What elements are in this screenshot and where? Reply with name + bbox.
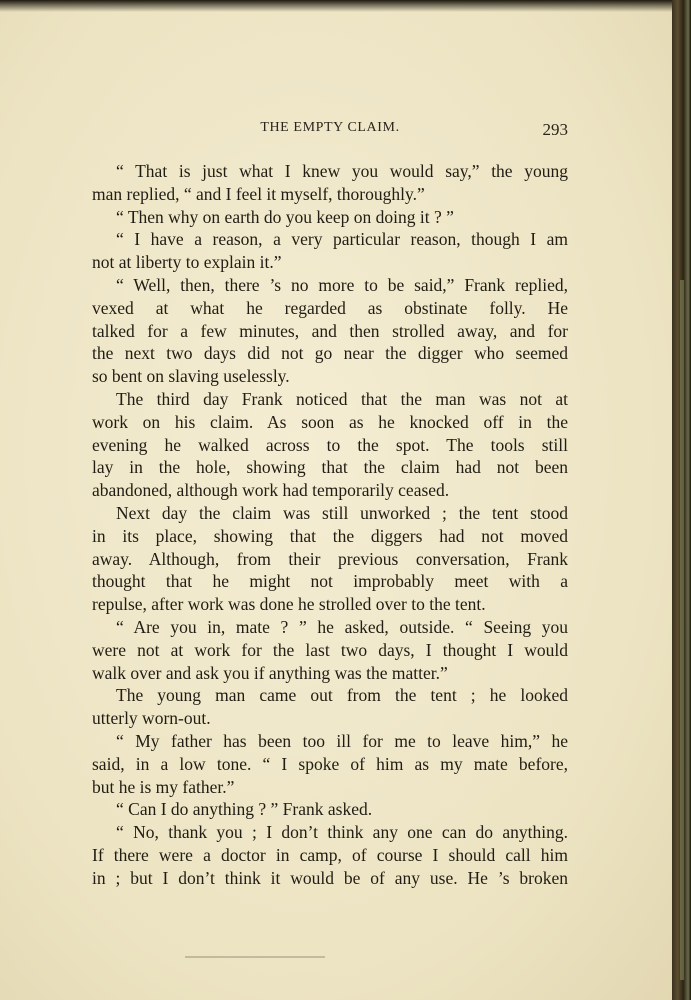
text-line: repulse, after work was done he strolled over to the tent. (92, 594, 486, 615)
text-line: “ Can I do anything ? ” Frank asked. (116, 799, 373, 820)
text-line: The third day Frank noticed that the man was not at (116, 388, 568, 409)
text-line: walk over and ask you if anything was the matter.” (92, 662, 448, 683)
text-line: utterly worn-out. (92, 708, 211, 729)
text-line: said, in a low tone. “ I spoke of him as my mate before, (92, 753, 568, 774)
text-line: Next day the claim was still unworked ; the tent stood (116, 502, 568, 523)
text-line: “ Well, then, there ’s no more to be said,” Frank replied, (116, 274, 568, 295)
text-line: so bent on slaving uselessly. (92, 366, 290, 387)
text-line: talked for a few minutes, and then strolled away, and for (92, 320, 568, 341)
text-line: “ Are you in, mate ? ” he asked, outside. “ Seeing you (116, 616, 568, 637)
text-line: but he is my father.” (92, 776, 235, 797)
text-line: “ I have a reason, a very particular reason, though I am (116, 229, 568, 250)
text-line: “ That is just what I knew you would say,” the young (116, 161, 568, 181)
text-line: work on his claim. As soon as he knocked off in the (92, 411, 568, 432)
text-line: in ; but I don’t think it would be of any use. He ’s broken (92, 867, 568, 888)
text-line: “ No, thank you ; I don’t think any one can do anything. (116, 822, 568, 843)
text-line: man replied, “ and I feel it myself, thoroughly.” (92, 183, 425, 204)
bottom-smudge (185, 956, 325, 958)
text-line: The young man came out from the tent ; he looked (116, 685, 568, 706)
text-line: abandoned, although work had temporarily ceased. (92, 480, 450, 501)
text-line: vexed at what he regarded as obstinate folly. He (92, 297, 568, 318)
page-number: 293 (542, 120, 568, 139)
text-line: were not at work for the last two days, I thought I would (92, 639, 568, 660)
body-text (92, 160, 568, 890)
text-line: “ My father has been too ill for me to leave him,” he (116, 730, 568, 751)
text-line: “ Then why on earth do you keep on doing it ? ” (116, 206, 454, 227)
text-line: not at liberty to explain it.” (92, 252, 282, 273)
page-top-shadow (0, 0, 672, 12)
running-head: THE EMPTY CLAIM. (260, 120, 400, 135)
page-header (92, 120, 568, 144)
text-line: away. Although, from their previous conversation, Frank (92, 548, 568, 569)
text-line: in its place, showing that the diggers had not moved (92, 525, 568, 546)
text-line: the next two days did not go near the digger who seemed (92, 343, 568, 364)
spine-stripe (680, 280, 684, 980)
text-line: evening he walked across to the spot. The tools still (92, 434, 568, 455)
text-line: If there were a doctor in camp, of course I should call him (92, 844, 568, 865)
text-line: thought that he might not improbably meet with a (92, 571, 568, 592)
text-line: lay in the hole, showing that the claim had not been (92, 457, 568, 478)
book-spine-edge (672, 0, 691, 1000)
